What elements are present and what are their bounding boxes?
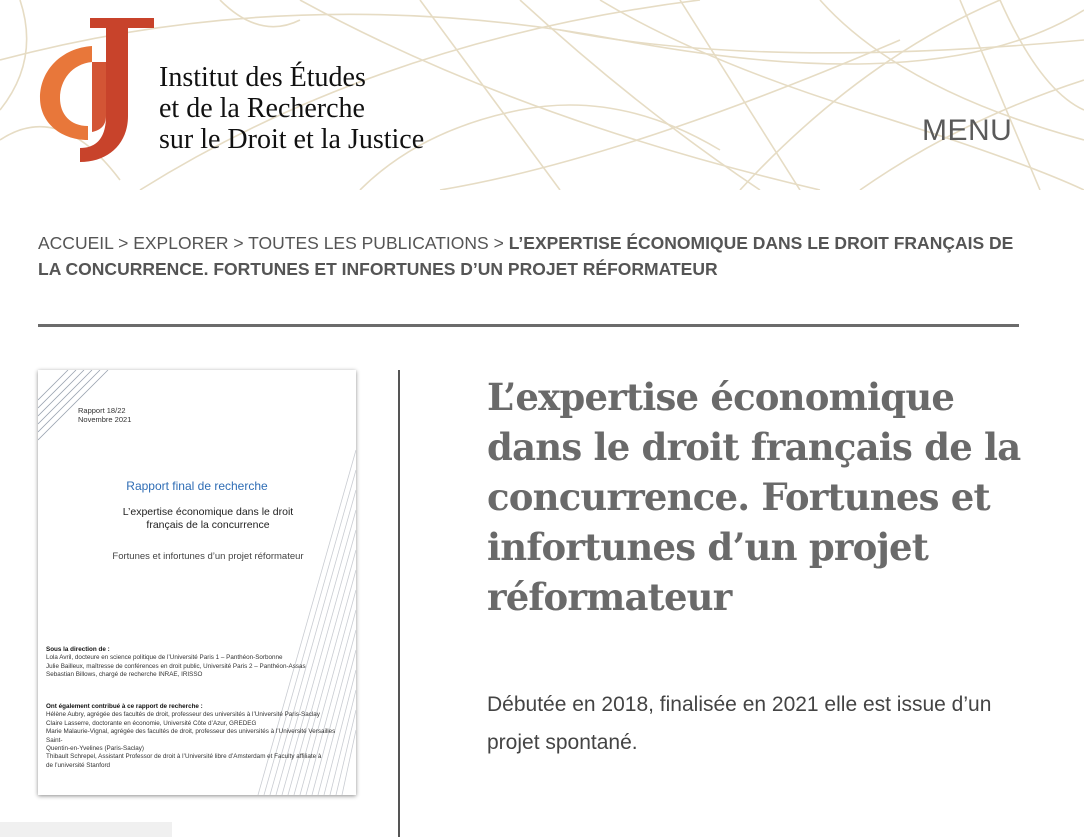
- logo-line-3: sur le Droit et la Justice: [159, 124, 425, 155]
- cover-direction-line: Lola Avril, docteure en science politique de l’Université Paris 1 – Panthéon-Sorbonne: [46, 654, 283, 662]
- cover-meta: [78, 406, 131, 424]
- bottom-tab-strip: [0, 822, 172, 837]
- breadcrumb: [38, 230, 1028, 282]
- cover-direction-block: [46, 646, 351, 680]
- logo-line-2: et de la Recherche: [159, 93, 365, 124]
- cover-direction-line: Julie Bailleux, maîtresse de conférences en droit public, Université Paris 2 – Panthéon-Assas: [46, 662, 306, 670]
- cover-contrib-line: Marie Malaurie-Vignal, agrégée des facultés de droit, professeur des universités à l’Université Versailles Saint-: [46, 728, 336, 744]
- cover-contrib-line: Thibault Schrepel, Assistant Professor de droit à l’Université libre d’Amsterdam et Faculty affiliate à: [46, 753, 322, 761]
- cover-contrib-label: Ont également contribué à ce rapport de recherche :: [46, 703, 203, 710]
- cover-contrib-block: [46, 703, 351, 770]
- cover-report-date: Novembre 2021: [78, 415, 132, 424]
- site-logo-icon[interactable]: [36, 18, 156, 164]
- cover-heading: Rapport final de recherche: [126, 479, 268, 493]
- breadcrumb-item-publications[interactable]: TOUTES LES PUBLICATIONS: [248, 233, 489, 253]
- vertical-divider: [398, 370, 400, 837]
- site-header: [0, 0, 1084, 190]
- report-cover-image[interactable]: [38, 370, 356, 795]
- cover-subtitle: L’expertise économique dans le droit français de la concurrence: [122, 506, 294, 531]
- publication-description: Débutée en 2018, finalisée en 2021 elle est issue d’un projet spontané.: [487, 693, 992, 754]
- cover-contrib-line: de l’université Stanford: [46, 761, 111, 769]
- site-logo-text[interactable]: [159, 62, 424, 155]
- cover-subtitle-2: Fortunes et infortunes d’un projet réformateur: [112, 551, 304, 562]
- cover-contrib-line: Hélène Aubry, agrégée des facultés de droit, professeur des universités à l’Université Paris-Saclay: [46, 711, 320, 719]
- breadcrumb-separator: >: [493, 233, 504, 253]
- logo-line-1: Institut des Études: [159, 62, 366, 93]
- breadcrumb-separator: >: [118, 233, 129, 253]
- cover-report-number: Rapport 18/22: [78, 406, 126, 415]
- breadcrumb-current: L’EXPERTISE ÉCONOMIQUE DANS LE DROIT FRANÇAIS DE LA CONCURRENCE. FORTUNES ET INFORTUNES D’UN PROJET RÉFORMATEUR: [38, 233, 1014, 279]
- publication-title: L’expertise économique dans le droit français de la concurrence. Fortunes et infortunes d’un projet réformateur: [487, 375, 1021, 619]
- cover-contrib-line: Quentin-en-Yvelines (Paris-Saclay): [46, 745, 144, 753]
- cover-direction-label: Sous la direction de :: [46, 646, 110, 653]
- cover-direction-line: Sebastian Billows, chargé de recherche INRAE, IRISSO: [46, 671, 203, 679]
- cover-contrib-line: Claire Lasserre, doctorante en économie, Université Côte d’Azur, GREDEG: [46, 719, 257, 727]
- breadcrumb-separator: >: [233, 233, 244, 253]
- breadcrumb-item-explorer[interactable]: EXPLORER: [133, 233, 229, 253]
- section-divider: [38, 324, 1019, 327]
- breadcrumb-item-accueil[interactable]: ACCUEIL: [38, 233, 114, 253]
- menu-button[interactable]: MENU: [922, 114, 1013, 147]
